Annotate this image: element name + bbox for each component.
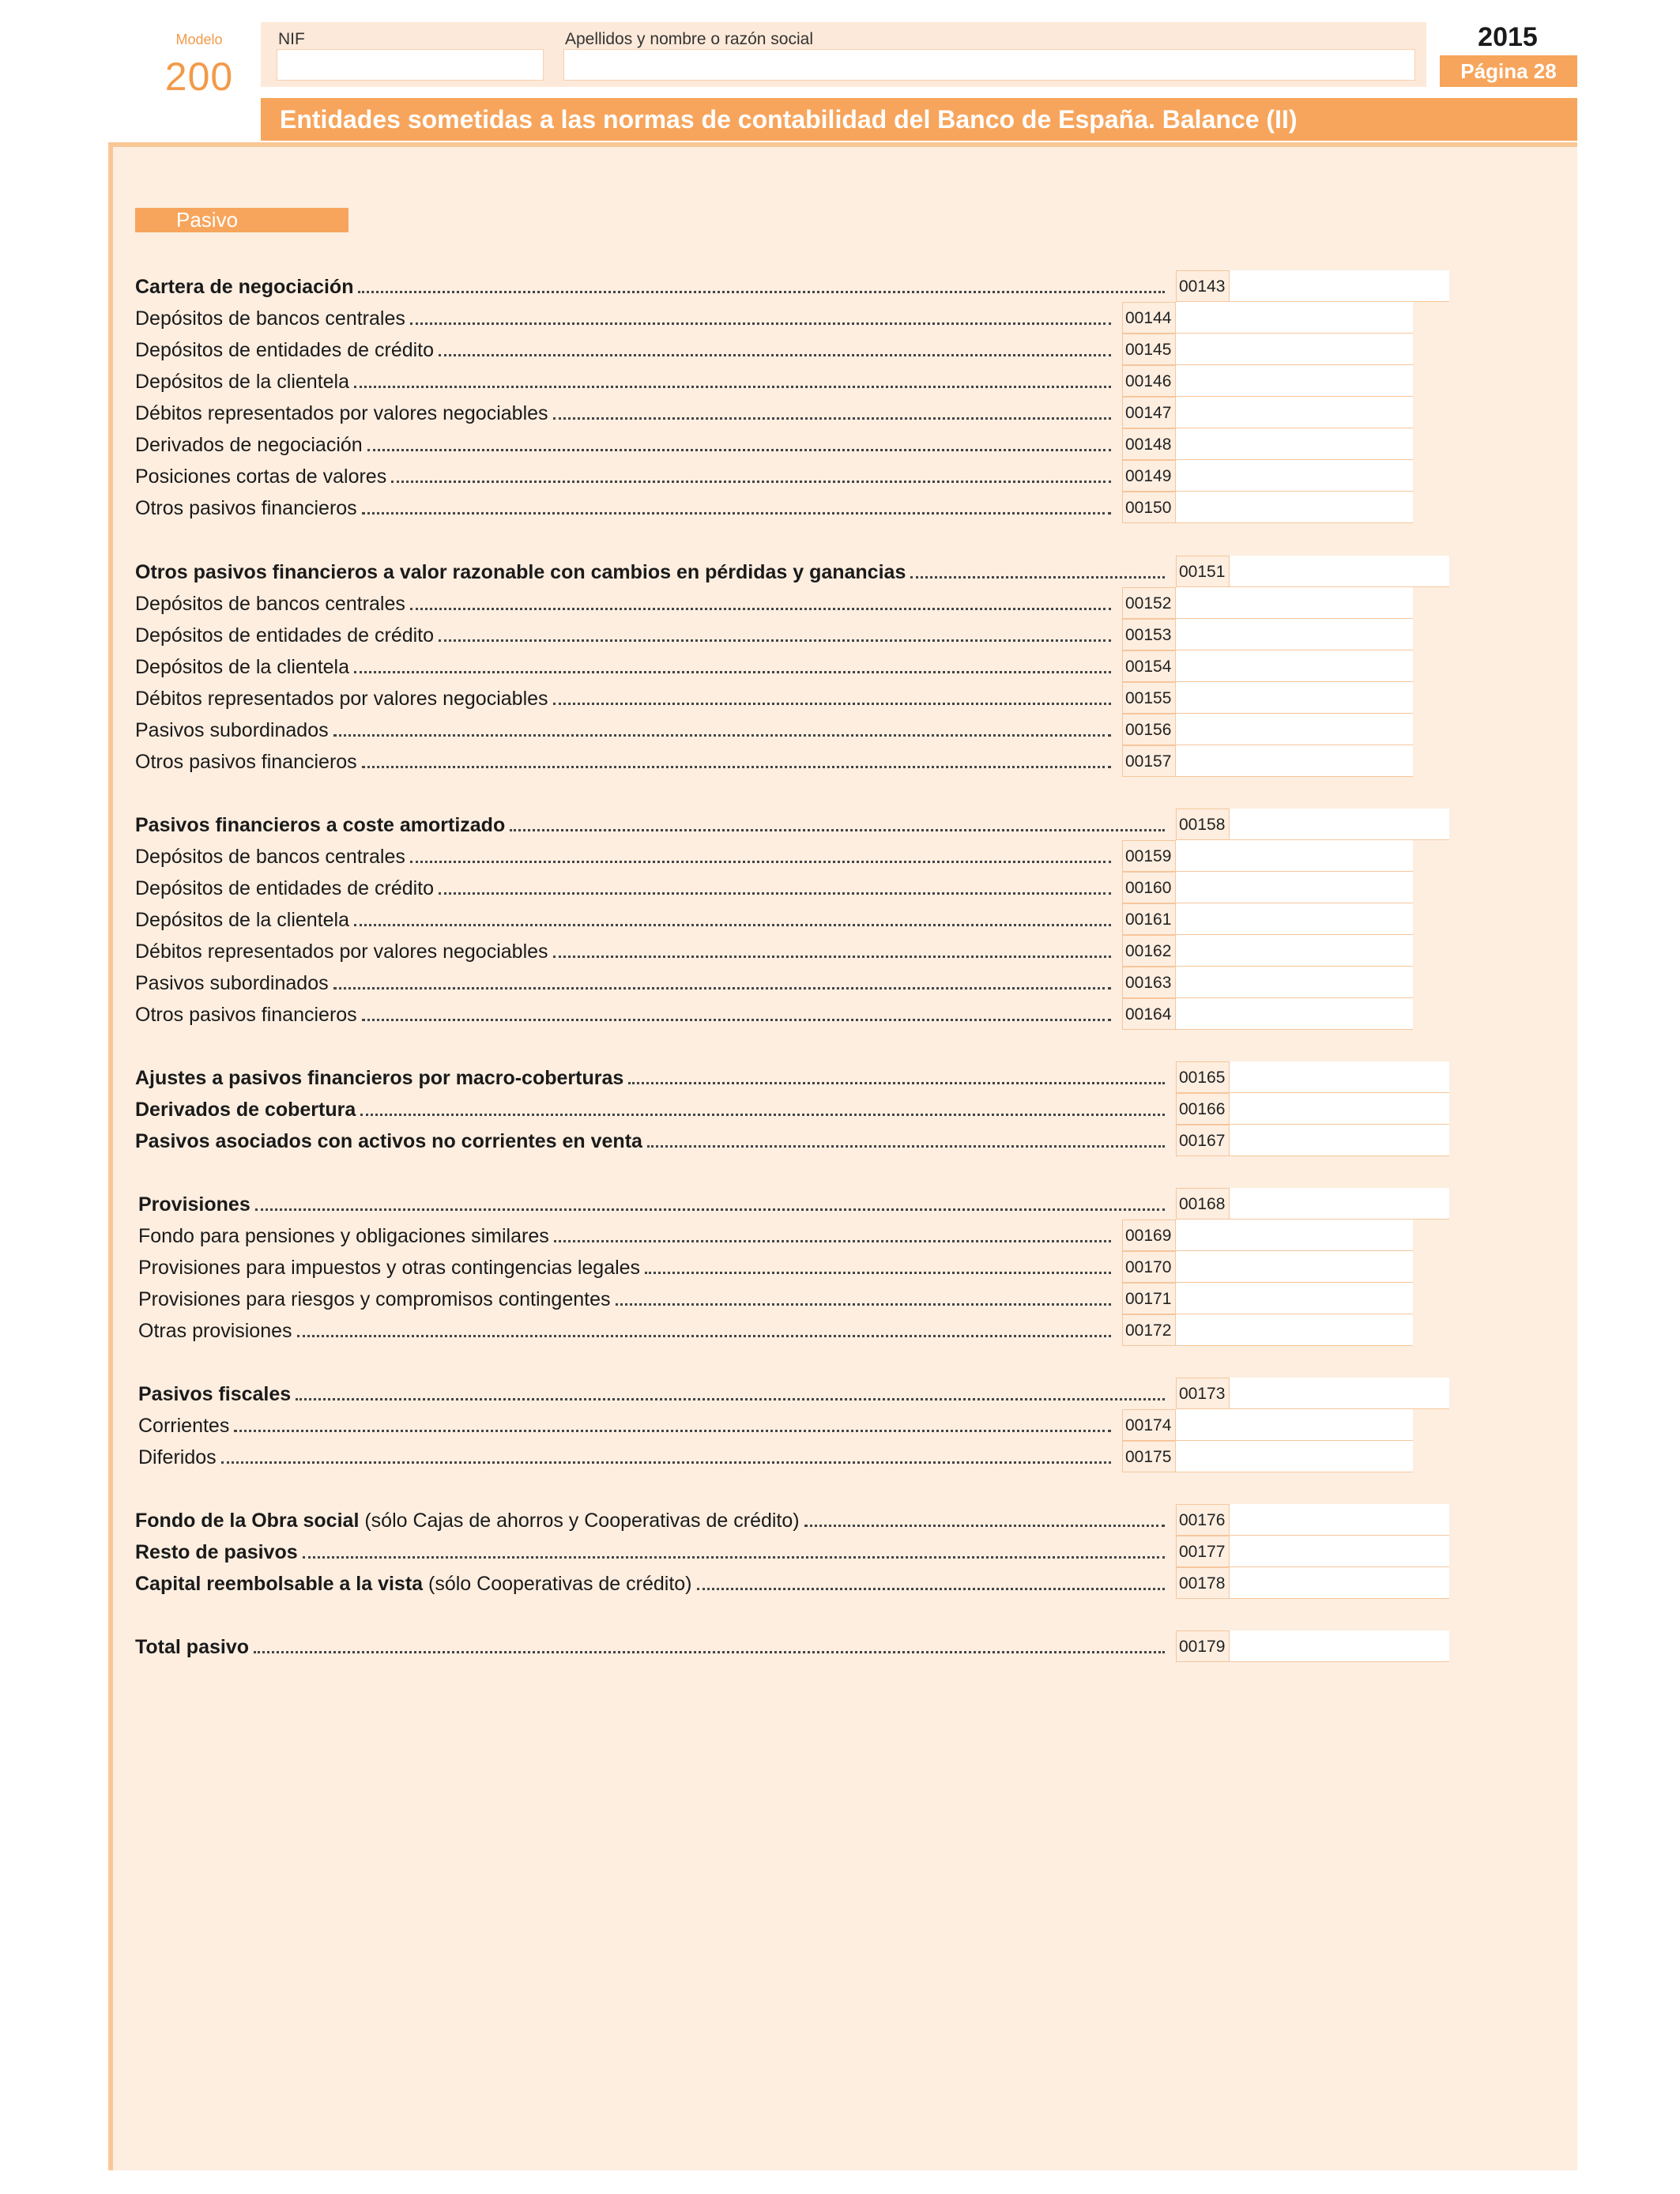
row-label xyxy=(135,652,1111,679)
row-label-text xyxy=(135,593,410,616)
row-label-bold: Ajustes a pasivos financieros por macro-coberturas xyxy=(135,1067,624,1089)
dot-leader xyxy=(354,671,1111,673)
amount-field[interactable] xyxy=(1230,1536,1449,1567)
balance-row-sub xyxy=(135,492,1449,523)
amount-field[interactable] xyxy=(1176,650,1413,682)
row-label xyxy=(135,398,1111,425)
row-label-text xyxy=(138,1257,645,1280)
row-label-text xyxy=(135,846,410,869)
dot-leader xyxy=(410,608,1111,610)
row-label xyxy=(138,1411,1111,1438)
row-label xyxy=(138,1284,1111,1311)
row-label-text xyxy=(135,877,439,900)
row-label-text xyxy=(138,1193,255,1216)
row-label xyxy=(135,620,1111,647)
row-label-plain: Derivados de negociación xyxy=(135,434,363,456)
amount-field[interactable] xyxy=(1176,492,1413,523)
box-code: 00164 xyxy=(1122,998,1176,1030)
dot-leader xyxy=(697,1588,1165,1590)
balance-row-sub xyxy=(135,840,1449,872)
box-code: 00173 xyxy=(1176,1378,1230,1409)
dot-leader xyxy=(410,861,1111,863)
row-label xyxy=(135,367,1111,394)
balance-row-sub xyxy=(135,872,1449,903)
box-code: 00168 xyxy=(1176,1188,1230,1220)
balance-row-sub xyxy=(135,619,1449,650)
row-label-text xyxy=(135,972,333,995)
row-label-plain: Otros pasivos financieros xyxy=(135,1004,357,1026)
balance-row-sub xyxy=(138,1283,1449,1314)
row-label-text xyxy=(135,751,362,774)
row-label-plain: Posiciones cortas de valores xyxy=(135,466,387,488)
row-label xyxy=(135,810,1165,837)
row-label-plain: Corrientes xyxy=(138,1415,230,1437)
row-label-plain: Diferidos xyxy=(138,1446,217,1468)
dot-leader xyxy=(616,1303,1112,1306)
balance-row-main xyxy=(135,270,1449,302)
row-label-bold: Derivados de cobertura xyxy=(135,1099,356,1121)
balance-row-sub xyxy=(135,365,1449,397)
row-label xyxy=(135,1569,1165,1596)
row-label xyxy=(135,1632,1165,1659)
nombre-field[interactable] xyxy=(563,49,1415,81)
row-label-bold: Pasivos fiscales xyxy=(138,1383,292,1405)
dot-leader xyxy=(367,449,1111,451)
balance-row-sub xyxy=(135,682,1449,714)
nombre-label: Apellidos y nombre o razón social xyxy=(565,30,813,48)
row-label-text xyxy=(135,1636,254,1659)
dot-leader xyxy=(510,829,1165,831)
row-label-plain: Depósitos de bancos centrales xyxy=(135,846,405,868)
row-label xyxy=(135,715,1111,742)
balance-row-sub xyxy=(135,967,1449,998)
balance-row-sub xyxy=(135,903,1449,935)
box-code: 00170 xyxy=(1122,1251,1176,1283)
row-label-plain: Débitos representados por valores negociables xyxy=(135,688,548,710)
row-label-text xyxy=(135,1099,360,1122)
balance-row-sub xyxy=(135,587,1449,619)
row-label-text xyxy=(135,1130,647,1153)
amount-field[interactable] xyxy=(1176,903,1413,935)
amount-field[interactable] xyxy=(1176,1314,1413,1346)
balance-row-main xyxy=(138,1378,1449,1409)
row-label-text xyxy=(135,402,553,425)
dot-leader xyxy=(354,386,1111,388)
box-code: 00153 xyxy=(1122,619,1176,650)
balance-row-sub xyxy=(135,745,1449,777)
row-label xyxy=(135,1063,1165,1090)
row-label-text xyxy=(135,1541,303,1564)
dot-leader xyxy=(360,1114,1165,1116)
amount-field[interactable] xyxy=(1176,365,1413,397)
row-label-text xyxy=(135,909,354,932)
row-label xyxy=(138,1442,1111,1469)
dot-leader xyxy=(439,639,1111,642)
row-label xyxy=(135,335,1111,362)
row-label-bold: Otros pasivos financieros a valor razonable con cambios en pérdidas y ganancias xyxy=(135,561,906,583)
dot-leader xyxy=(410,322,1111,325)
balance-row-sub xyxy=(135,714,1449,745)
page-number-badge: Página 28 xyxy=(1440,55,1577,87)
amount-field[interactable] xyxy=(1176,872,1413,903)
amount-field[interactable] xyxy=(1176,460,1413,492)
dot-leader xyxy=(553,956,1111,958)
year: 2015 xyxy=(1478,22,1538,52)
balance-row-main xyxy=(135,1093,1449,1125)
box-code: 00178 xyxy=(1176,1567,1230,1599)
row-label-bold: Total pasivo xyxy=(135,1636,250,1658)
box-code: 00159 xyxy=(1122,840,1176,872)
row-label-plain: Débitos representados por valores negociables xyxy=(135,402,548,424)
dot-leader xyxy=(254,1651,1165,1653)
row-label-plain: (sólo Cooperativas de crédito) xyxy=(423,1573,692,1595)
amount-field[interactable] xyxy=(1230,1504,1449,1536)
balance-row-main xyxy=(135,1504,1449,1536)
balance-row-sub xyxy=(135,650,1449,682)
row-label xyxy=(135,747,1111,774)
row-label-bold: Provisiones xyxy=(138,1193,250,1216)
row-label-text xyxy=(135,688,553,711)
balance-row-sub xyxy=(138,1251,1449,1283)
box-code: 00143 xyxy=(1176,270,1230,302)
row-label-text xyxy=(135,1004,362,1027)
row-label xyxy=(135,493,1111,520)
amount-field[interactable] xyxy=(1176,714,1413,745)
balance-row-sub xyxy=(135,397,1449,428)
amount-field[interactable] xyxy=(1230,1378,1449,1409)
amount-field[interactable] xyxy=(1176,967,1413,998)
box-code: 00163 xyxy=(1122,967,1176,998)
amount-field[interactable] xyxy=(1176,998,1413,1030)
row-label-plain: Pasivos subordinados xyxy=(135,972,329,994)
amount-field[interactable] xyxy=(1176,428,1413,460)
amount-field[interactable] xyxy=(1176,840,1413,872)
box-code: 00171 xyxy=(1122,1283,1176,1314)
box-code: 00175 xyxy=(1122,1441,1176,1472)
row-label-plain: Depósitos de la clientela xyxy=(135,371,349,393)
row-label xyxy=(135,873,1111,900)
dot-leader xyxy=(362,766,1111,768)
dot-leader xyxy=(358,291,1165,293)
row-label-text xyxy=(135,941,553,963)
box-code: 00172 xyxy=(1122,1314,1176,1346)
box-code: 00146 xyxy=(1122,365,1176,397)
balance-row-main xyxy=(135,1536,1449,1567)
row-label-bold: Fondo de la Obra social xyxy=(135,1510,360,1532)
box-code: 00160 xyxy=(1122,872,1176,903)
amount-field[interactable] xyxy=(1176,682,1413,714)
amount-field[interactable] xyxy=(1230,1188,1449,1220)
amount-field[interactable] xyxy=(1176,587,1413,619)
row-label-plain: Depósitos de entidades de crédito xyxy=(135,339,435,361)
amount-field[interactable] xyxy=(1230,1125,1449,1156)
dot-leader xyxy=(362,1019,1111,1021)
dot-leader xyxy=(804,1525,1165,1527)
dot-leader xyxy=(296,1398,1165,1400)
row-label xyxy=(138,1253,1111,1280)
row-label-bold: Pasivos asociados con activos no corrientes en venta xyxy=(135,1130,642,1152)
box-code: 00151 xyxy=(1176,556,1230,587)
row-label-plain: Depósitos de entidades de crédito xyxy=(135,624,435,647)
balance-row-sub xyxy=(138,1441,1449,1472)
box-code: 00179 xyxy=(1176,1630,1230,1662)
row-label-bold: Cartera de negociación xyxy=(135,276,354,298)
nif-field[interactable] xyxy=(277,49,544,81)
row-label-text xyxy=(135,371,354,394)
row-label-text xyxy=(135,339,439,362)
modelo-number: 200 xyxy=(164,55,234,99)
dot-leader xyxy=(439,892,1111,895)
balance-row-main xyxy=(135,1630,1449,1662)
row-label-text xyxy=(138,1446,221,1469)
box-code: 00169 xyxy=(1122,1220,1176,1251)
row-label-plain: Débitos representados por valores negociables xyxy=(135,941,548,963)
row-label-plain: Pasivos subordinados xyxy=(135,719,329,741)
balance-row-main xyxy=(135,1061,1449,1093)
dot-leader xyxy=(391,481,1111,483)
row-label xyxy=(135,272,1165,299)
dot-leader xyxy=(354,924,1111,926)
row-label-text xyxy=(135,276,358,299)
amount-field[interactable] xyxy=(1176,1283,1413,1314)
amount-field[interactable] xyxy=(1230,270,1449,302)
balance-row-sub xyxy=(135,935,1449,967)
amount-field[interactable] xyxy=(1176,1441,1413,1472)
box-code: 00162 xyxy=(1122,935,1176,967)
dot-leader xyxy=(297,1335,1111,1337)
amount-field[interactable] xyxy=(1176,302,1413,334)
amount-field[interactable] xyxy=(1176,1409,1413,1441)
row-label xyxy=(135,557,1165,584)
row-label xyxy=(138,1189,1165,1216)
box-code: 00148 xyxy=(1122,428,1176,460)
modelo-label: Modelo xyxy=(175,32,223,47)
dot-leader xyxy=(910,576,1165,579)
row-label-text xyxy=(135,466,391,488)
dot-leader xyxy=(628,1082,1165,1084)
row-label-text xyxy=(135,497,362,520)
section-tab-pasivo: Pasivo xyxy=(135,208,348,232)
row-label xyxy=(135,1095,1165,1122)
row-label-bold: Pasivos financieros a coste amortizado xyxy=(135,814,506,836)
row-label-plain: (sólo Cajas de ahorros y Cooperativas de crédito) xyxy=(359,1510,800,1532)
dot-leader xyxy=(554,1240,1111,1242)
row-label-text xyxy=(138,1225,554,1248)
box-code: 00177 xyxy=(1176,1536,1230,1567)
box-code: 00155 xyxy=(1122,682,1176,714)
box-code: 00166 xyxy=(1176,1093,1230,1125)
row-label-bold: Resto de pasivos xyxy=(135,1541,298,1563)
box-code: 00176 xyxy=(1176,1504,1230,1536)
balance-row-sub xyxy=(135,428,1449,460)
balance-row-main xyxy=(135,1125,1449,1156)
amount-field[interactable] xyxy=(1176,334,1413,365)
row-label-text xyxy=(135,814,510,837)
row-label-text xyxy=(135,624,439,647)
box-code: 00150 xyxy=(1122,492,1176,523)
box-code: 00165 xyxy=(1176,1061,1230,1093)
amount-field[interactable] xyxy=(1176,619,1413,650)
row-label-text xyxy=(138,1383,296,1406)
dot-leader xyxy=(647,1145,1165,1148)
row-label xyxy=(135,589,1111,616)
balance-row-sub xyxy=(138,1220,1449,1251)
dot-leader xyxy=(553,703,1111,705)
amount-field[interactable] xyxy=(1230,1093,1449,1125)
amount-field[interactable] xyxy=(1230,809,1449,840)
row-label xyxy=(138,1221,1111,1248)
row-label-text xyxy=(135,719,333,742)
dot-leader xyxy=(333,734,1111,737)
row-label xyxy=(135,430,1111,457)
amount-field[interactable] xyxy=(1176,1251,1413,1283)
row-label-bold: Capital reembolsable a la vista xyxy=(135,1573,424,1595)
row-label xyxy=(135,842,1111,869)
row-label-plain: Depósitos de la clientela xyxy=(135,656,349,678)
box-code: 00158 xyxy=(1176,809,1230,840)
box-code: 00174 xyxy=(1122,1409,1176,1441)
box-code: 00154 xyxy=(1122,650,1176,682)
dot-leader xyxy=(234,1430,1111,1432)
row-label xyxy=(135,303,1111,330)
row-label xyxy=(135,1506,1165,1532)
row-label-plain: Depósitos de bancos centrales xyxy=(135,593,405,615)
row-label-plain: Depósitos de bancos centrales xyxy=(135,307,405,330)
amount-field[interactable] xyxy=(1230,1567,1449,1599)
row-label-text xyxy=(135,1573,697,1596)
dot-leader xyxy=(303,1556,1165,1559)
dot-leader xyxy=(645,1272,1111,1274)
nif-label: NIF xyxy=(278,30,305,48)
box-code: 00144 xyxy=(1122,302,1176,334)
row-label xyxy=(135,905,1111,932)
amount-field[interactable] xyxy=(1176,1220,1413,1251)
box-code: 00157 xyxy=(1122,745,1176,777)
dot-leader xyxy=(439,354,1111,356)
row-label-plain: Otros pasivos financieros xyxy=(135,751,357,773)
box-code: 00161 xyxy=(1122,903,1176,935)
dot-leader xyxy=(221,1461,1111,1464)
row-label-plain: Provisiones para riesgos y compromisos contingentes xyxy=(138,1288,611,1310)
balance-row-sub xyxy=(135,998,1449,1030)
row-label-text xyxy=(138,1320,297,1343)
row-label-text xyxy=(135,561,910,584)
balance-row-sub xyxy=(135,460,1449,492)
identification-box xyxy=(261,22,1426,87)
row-label-text xyxy=(135,307,410,330)
box-code: 00167 xyxy=(1176,1125,1230,1156)
balance-row-sub xyxy=(138,1409,1449,1441)
row-label xyxy=(135,1000,1111,1027)
row-label xyxy=(135,462,1111,488)
box-code: 00149 xyxy=(1122,460,1176,492)
row-label xyxy=(135,968,1111,995)
row-label-plain: Otras provisiones xyxy=(138,1320,292,1342)
row-label xyxy=(135,1126,1165,1153)
row-label xyxy=(138,1379,1165,1406)
row-label xyxy=(135,1537,1165,1564)
balance-row-main xyxy=(138,1188,1449,1220)
row-label-plain: Provisiones para impuestos y otras contingencias legales xyxy=(138,1257,641,1279)
row-label xyxy=(135,937,1111,963)
amount-field[interactable] xyxy=(1176,935,1413,967)
row-label xyxy=(135,684,1111,711)
box-code: 00147 xyxy=(1122,397,1176,428)
dot-leader xyxy=(553,417,1111,420)
balance-row-sub xyxy=(135,334,1449,365)
amount-field[interactable] xyxy=(1230,1630,1449,1662)
balance-row-main xyxy=(135,556,1449,587)
amount-field[interactable] xyxy=(1176,397,1413,428)
dot-leader xyxy=(362,512,1111,515)
row-label-text xyxy=(135,1067,628,1090)
amount-field[interactable] xyxy=(1230,556,1449,587)
row-label-text xyxy=(138,1288,616,1311)
row-label-plain: Fondo para pensiones y obligaciones similares xyxy=(138,1225,549,1247)
dot-leader xyxy=(333,987,1111,990)
box-code: 00152 xyxy=(1122,587,1176,619)
box-code: 00156 xyxy=(1122,714,1176,745)
row-label-plain: Depósitos de entidades de crédito xyxy=(135,877,435,899)
page-title: Entidades sometidas a las normas de contabilidad del Banco de España. Balance (II) xyxy=(261,98,1577,141)
amount-field[interactable] xyxy=(1230,1061,1449,1093)
row-label-text xyxy=(138,1415,234,1438)
balance-row-sub xyxy=(138,1314,1449,1346)
row-label-plain: Depósitos de la clientela xyxy=(135,909,349,931)
balance-row-main xyxy=(135,1567,1449,1599)
row-label-plain: Otros pasivos financieros xyxy=(135,497,357,519)
row-label-text xyxy=(135,1510,804,1532)
balance-row-main xyxy=(135,809,1449,840)
dot-leader xyxy=(255,1208,1165,1211)
row-label-text xyxy=(135,434,367,457)
amount-field[interactable] xyxy=(1176,745,1413,777)
balance-row-sub xyxy=(135,302,1449,334)
row-label xyxy=(138,1316,1111,1343)
box-code: 00145 xyxy=(1122,334,1176,365)
row-label-text xyxy=(135,656,354,679)
